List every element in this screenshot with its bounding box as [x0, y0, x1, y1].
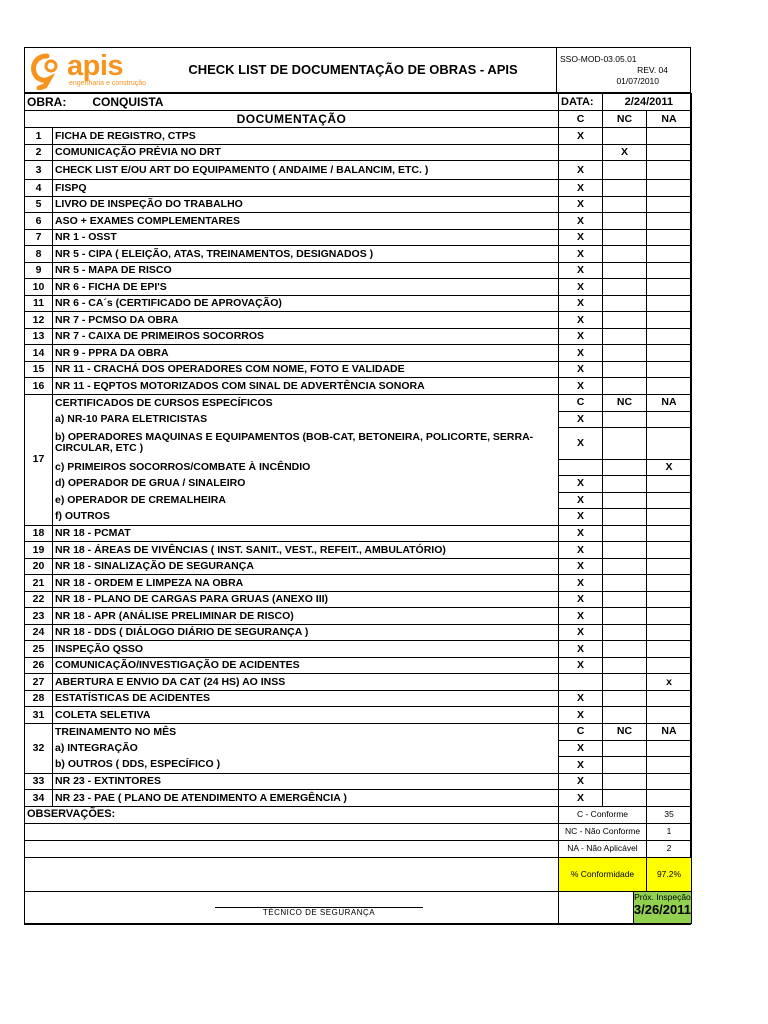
table-row	[25, 361, 692, 378]
item-number: 13	[25, 328, 53, 345]
item-text: NR 18 - PLANO DE CARGAS PARA GRUAS (ANEXO III)	[53, 591, 559, 608]
mark-na	[647, 790, 692, 807]
mark-na	[647, 180, 692, 197]
mark-nc	[603, 558, 647, 575]
conformidade-value: 97.2%	[647, 857, 692, 891]
group-row	[25, 723, 692, 740]
table-row	[25, 295, 692, 312]
item-number: 3	[25, 161, 53, 180]
mark-na	[647, 558, 692, 575]
item-number: 28	[25, 690, 53, 707]
item-text: NR 1 - OSST	[53, 229, 559, 246]
obra-row	[25, 94, 692, 111]
mark-na	[647, 144, 692, 161]
observacoes-line	[25, 840, 559, 857]
mark-c: X	[559, 740, 603, 757]
item-number: 22	[25, 591, 53, 608]
item-number: 9	[25, 262, 53, 279]
item-text: NR 18 - PCMAT	[53, 525, 559, 542]
mark-c: X	[559, 262, 603, 279]
item-text: NR 6 - FICHA DE EPI'S	[53, 279, 559, 296]
mark-c: X	[559, 591, 603, 608]
apis-logo	[29, 52, 164, 90]
column-header: C	[559, 111, 603, 128]
table-row	[25, 213, 692, 230]
item-number: 15	[25, 361, 53, 378]
item-number: 4	[25, 180, 53, 197]
item-number: 32	[25, 723, 53, 773]
mark-c: X	[559, 790, 603, 807]
table-row	[25, 312, 692, 329]
item-number: 34	[25, 790, 53, 807]
mark-c: X	[559, 641, 603, 658]
conforme-label: C - Conforme	[559, 806, 647, 823]
mark-na	[647, 345, 692, 362]
group-row	[25, 394, 692, 411]
nao-conforme-label: NC - Não Conforme	[559, 823, 647, 840]
mark-na	[647, 690, 692, 707]
sub-item-text: b) OPERADORES MAQUINAS E EQUIPAMENTOS (BOB-CAT, BETONEIRA, POLICORTE, SERRA-CIRCULAR, ETC )	[53, 427, 559, 459]
mark-nc	[603, 690, 647, 707]
mark-na	[647, 128, 692, 145]
table-row	[25, 328, 692, 345]
mark-c: X	[559, 475, 603, 492]
mark-na	[647, 475, 692, 492]
table-row	[25, 790, 692, 807]
column-header: NA	[647, 394, 692, 411]
sub-item-text: d) OPERADOR DE GRUA / SINALEIRO	[53, 475, 559, 492]
sub-item-row	[25, 411, 692, 427]
item-text: NR 23 - EXTINTORES	[53, 773, 559, 790]
mark-na	[647, 262, 692, 279]
doc-code-box	[556, 47, 690, 93]
mark-c	[559, 144, 603, 161]
mark-nc	[603, 608, 647, 625]
footer-signature-row	[25, 891, 692, 923]
item-number: 6	[25, 213, 53, 230]
mark-na	[647, 246, 692, 263]
table-row	[25, 690, 692, 707]
mark-c: X	[559, 508, 603, 525]
item-number: 33	[25, 773, 53, 790]
mark-nc	[603, 128, 647, 145]
page-title: CHECK LIST DE DOCUMENTAÇÃO DE OBRAS - APIS	[188, 62, 518, 77]
table-row	[25, 707, 692, 724]
item-text: NR 18 - DDS ( DIÁLOGO DIÁRIO DE SEGURANÇA )	[53, 624, 559, 641]
mark-c: X	[559, 542, 603, 559]
sub-item-text: c) PRIMEIROS SOCORROS/COMBATE À INCÊNDIO	[53, 459, 559, 475]
mark-na: x	[647, 674, 692, 691]
mark-c: X	[559, 525, 603, 542]
item-text: NR 7 - PCMSO DA OBRA	[53, 312, 559, 329]
mark-c: X	[559, 773, 603, 790]
table-row	[25, 128, 692, 145]
mark-c: X	[559, 128, 603, 145]
mark-c: X	[559, 213, 603, 230]
mark-na	[647, 624, 692, 641]
mark-na	[647, 591, 692, 608]
mark-nc	[603, 641, 647, 658]
section-title-row	[25, 111, 692, 128]
table-row	[25, 378, 692, 395]
table-row	[25, 575, 692, 592]
observacoes-row	[25, 806, 692, 823]
mark-nc	[603, 345, 647, 362]
mark-na	[647, 525, 692, 542]
item-number: 31	[25, 707, 53, 724]
item-text: NR 18 - ORDEM E LIMPEZA NA OBRA	[53, 575, 559, 592]
logo-subtitle: engenharia e construção	[69, 80, 147, 87]
item-text: NR 9 - PPRA DA OBRA	[53, 345, 559, 362]
observacoes-line	[25, 823, 559, 840]
observacoes-label: OBSERVAÇÕES:	[25, 806, 559, 823]
item-number: 23	[25, 608, 53, 625]
mark-c: X	[559, 361, 603, 378]
mark-c: X	[559, 161, 603, 180]
mark-c: X	[559, 345, 603, 362]
table-row	[25, 180, 692, 197]
nao-aplicavel-count: 2	[647, 840, 692, 857]
mark-c: X	[559, 707, 603, 724]
sub-item-text: a) INTEGRAÇÃO	[53, 740, 559, 757]
mark-c: X	[559, 575, 603, 592]
table-row	[25, 542, 692, 559]
table-row	[25, 674, 692, 691]
conformidade-label: % Conformidade	[559, 857, 647, 891]
mark-nc	[603, 213, 647, 230]
observacoes-line	[25, 857, 559, 891]
item-number: 18	[25, 525, 53, 542]
item-number: 10	[25, 279, 53, 296]
sub-item-row	[25, 475, 692, 492]
item-number: 21	[25, 575, 53, 592]
item-number: 27	[25, 674, 53, 691]
item-text: COMUNICAÇÃO/INVESTIGAÇÃO DE ACIDENTES	[53, 657, 559, 674]
mark-c: X	[559, 657, 603, 674]
mark-nc	[603, 246, 647, 263]
mark-na	[647, 757, 692, 774]
mark-nc	[603, 378, 647, 395]
item-text: FISPQ	[53, 180, 559, 197]
mark-na	[647, 312, 692, 329]
next-inspection-box	[633, 892, 691, 923]
item-text: LIVRO DE INSPEÇÃO DO TRABALHO	[53, 196, 559, 213]
header	[24, 47, 691, 93]
item-text: COMUNICAÇÃO PRÉVIA NO DRT	[53, 144, 559, 161]
mark-nc	[603, 773, 647, 790]
item-text: NR 11 - EQPTOS MOTORIZADOS COM SINAL DE ADVERTÊNCIA SONORA	[53, 378, 559, 395]
mark-na	[647, 740, 692, 757]
doc-rev-date: 01/07/2010	[616, 76, 659, 86]
signature-cell	[25, 891, 559, 923]
table-row	[25, 279, 692, 296]
item-text: ABERTURA E ENVIO DA CAT (24 HS) AO INSS	[53, 674, 559, 691]
obra-value: CONQUISTA	[92, 95, 164, 109]
mark-c: X	[559, 295, 603, 312]
table-row	[25, 262, 692, 279]
mark-na	[647, 707, 692, 724]
item-number: 1	[25, 128, 53, 145]
mark-nc	[603, 674, 647, 691]
mark-nc	[603, 229, 647, 246]
mark-c	[559, 674, 603, 691]
mark-na	[647, 295, 692, 312]
item-number: 5	[25, 196, 53, 213]
sub-item-row	[25, 508, 692, 525]
mark-na	[647, 378, 692, 395]
mark-c: X	[559, 411, 603, 427]
mark-na	[647, 427, 692, 459]
item-text: NR 11 - CRACHÁ DOS OPERADORES COM NOME, FOTO E VALIDADE	[53, 361, 559, 378]
obra-label: OBRA:	[27, 95, 67, 109]
mark-nc	[603, 312, 647, 329]
item-text: NR 18 - SINALIZAÇÃO DE SEGURANÇA	[53, 558, 559, 575]
mark-nc	[603, 459, 647, 475]
footer-row	[25, 840, 692, 857]
mark-na	[647, 542, 692, 559]
mark-nc	[603, 427, 647, 459]
item-text: NR 5 - MAPA DE RISCO	[53, 262, 559, 279]
doc-code: SSO-MOD-03.05.01	[560, 54, 637, 64]
mark-c: X	[559, 378, 603, 395]
table-row	[25, 144, 692, 161]
mark-na	[647, 508, 692, 525]
mark-c: X	[559, 196, 603, 213]
mark-na: X	[647, 459, 692, 475]
mark-nc	[603, 790, 647, 807]
item-text: NR 23 - PAE ( PLANO DE ATENDIMENTO A EMERGÊNCIA )	[53, 790, 559, 807]
mark-c	[559, 459, 603, 475]
item-text: NR 7 - CAIXA DE PRIMEIROS SOCORROS	[53, 328, 559, 345]
group-title: CERTIFICADOS DE CURSOS ESPECÍFICOS	[53, 394, 559, 411]
mark-nc	[603, 295, 647, 312]
mark-nc	[603, 361, 647, 378]
group-title: TREINAMENTO NO MÊS	[53, 723, 559, 740]
item-text: NR 6 - CA´s (CERTIFICADO DE APROVAÇÃO)	[53, 295, 559, 312]
mark-nc	[603, 707, 647, 724]
mark-c: X	[559, 312, 603, 329]
column-header: NA	[647, 723, 692, 740]
footer-row	[25, 823, 692, 840]
item-number: 12	[25, 312, 53, 329]
sub-item-text: e) OPERADOR DE CREMALHEIRA	[53, 492, 559, 508]
item-number: 16	[25, 378, 53, 395]
mark-na	[647, 657, 692, 674]
mark-na	[647, 575, 692, 592]
mark-nc	[603, 328, 647, 345]
mark-nc	[603, 279, 647, 296]
mark-nc	[603, 525, 647, 542]
section-title: DOCUMENTAÇÃO	[25, 111, 559, 128]
mark-nc	[603, 262, 647, 279]
item-number: 14	[25, 345, 53, 362]
mark-c: X	[559, 180, 603, 197]
item-number: 24	[25, 624, 53, 641]
table-row	[25, 608, 692, 625]
sub-item-row	[25, 740, 692, 757]
table-row	[25, 773, 692, 790]
mark-c: X	[559, 608, 603, 625]
item-text: COLETA SELETIVA	[53, 707, 559, 724]
doc-rev: REV. 04	[637, 65, 668, 75]
item-text: NR 18 - APR (ANÁLISE PRELIMINAR DE RISCO)	[53, 608, 559, 625]
mark-na	[647, 773, 692, 790]
data-label: DATA:	[559, 94, 603, 111]
mark-nc	[603, 757, 647, 774]
mark-na	[647, 161, 692, 180]
obra-cell	[25, 94, 559, 111]
sub-item-row	[25, 492, 692, 508]
item-text: ESTATÍSTICAS DE ACIDENTES	[53, 690, 559, 707]
mark-c: X	[559, 279, 603, 296]
mark-nc: X	[603, 144, 647, 161]
mark-na	[647, 492, 692, 508]
mark-nc	[603, 492, 647, 508]
item-text: CHECK LIST E/OU ART DO EQUIPAMENTO ( ANDAIME / BALANCIM, ETC. )	[53, 161, 559, 180]
footer-row	[25, 857, 692, 891]
table-row	[25, 196, 692, 213]
sub-item-row	[25, 427, 692, 459]
column-header: NC	[603, 394, 647, 411]
mark-na	[647, 361, 692, 378]
next-inspection-date: 3/26/2011	[633, 902, 691, 917]
table-row	[25, 591, 692, 608]
table-row	[25, 525, 692, 542]
column-header: NC	[603, 723, 647, 740]
column-header: C	[559, 723, 603, 740]
mark-nc	[603, 591, 647, 608]
item-number: 25	[25, 641, 53, 658]
nao-aplicavel-label: NA - Não Aplicável	[559, 840, 647, 857]
sub-item-text: a) NR-10 PARA ELETRICISTAS	[53, 411, 559, 427]
column-header: NA	[647, 111, 692, 128]
mark-c: X	[559, 427, 603, 459]
item-text: NR 18 - ÁREAS DE VIVÊNCIAS ( INST. SANIT., VEST., REFEIT., AMBULATÓRIO)	[53, 542, 559, 559]
mark-nc	[603, 740, 647, 757]
table-row	[25, 246, 692, 263]
sub-item-row	[25, 757, 692, 774]
item-number: 7	[25, 229, 53, 246]
mark-nc	[603, 542, 647, 559]
item-text: FICHA DE REGISTRO, CTPS	[53, 128, 559, 145]
sub-item-text: b) OUTROS ( DDS, ESPECÍFICO )	[53, 757, 559, 774]
item-number: 26	[25, 657, 53, 674]
mark-na	[647, 328, 692, 345]
sub-item-text: f) OUTROS	[53, 508, 559, 525]
item-text: INSPEÇÃO QSSO	[53, 641, 559, 658]
mark-c: X	[559, 492, 603, 508]
item-number: 19	[25, 542, 53, 559]
column-header: C	[559, 394, 603, 411]
table-row	[25, 558, 692, 575]
mark-na	[647, 229, 692, 246]
mark-nc	[603, 411, 647, 427]
mark-c: X	[559, 328, 603, 345]
item-number: 2	[25, 144, 53, 161]
tecnico-label: TÉCNICO DE SEGURANÇA	[262, 907, 376, 917]
mark-c: X	[559, 558, 603, 575]
mark-nc	[603, 196, 647, 213]
column-header: NC	[603, 111, 647, 128]
mark-na	[647, 196, 692, 213]
mark-c: X	[559, 229, 603, 246]
checklist-table	[24, 93, 692, 924]
mark-na	[647, 608, 692, 625]
mark-c: X	[559, 757, 603, 774]
mark-na	[647, 213, 692, 230]
mark-na	[647, 641, 692, 658]
mark-na	[647, 279, 692, 296]
data-value: 2/24/2011	[603, 94, 692, 111]
conforme-count: 35	[647, 806, 692, 823]
nao-conforme-count: 1	[647, 823, 692, 840]
mark-nc	[603, 624, 647, 641]
item-text: NR 5 - CIPA ( ELEIÇÃO, ATAS, TREINAMENTOS, DESIGNADOS )	[53, 246, 559, 263]
mark-nc	[603, 475, 647, 492]
mark-c: X	[559, 690, 603, 707]
mark-c: X	[559, 246, 603, 263]
item-number: 11	[25, 295, 53, 312]
item-text: ASO + EXAMES COMPLEMENTARES	[53, 213, 559, 230]
table-row	[25, 345, 692, 362]
sub-item-row	[25, 459, 692, 475]
mark-nc	[603, 161, 647, 180]
next-inspection-label: Próx. Inspeção	[634, 891, 691, 902]
mark-c: X	[559, 624, 603, 641]
item-number: 17	[25, 394, 53, 525]
mark-nc	[603, 508, 647, 525]
item-number: 8	[25, 246, 53, 263]
apis-logo-icon	[29, 52, 65, 90]
next-inspection-cell	[559, 891, 692, 923]
table-row	[25, 641, 692, 658]
table-row	[25, 657, 692, 674]
mark-nc	[603, 180, 647, 197]
table-row	[25, 229, 692, 246]
table-row	[25, 624, 692, 641]
item-number: 20	[25, 558, 53, 575]
table-row	[25, 161, 692, 180]
mark-nc	[603, 575, 647, 592]
mark-nc	[603, 657, 647, 674]
mark-na	[647, 411, 692, 427]
logo-text: apis	[67, 50, 124, 82]
